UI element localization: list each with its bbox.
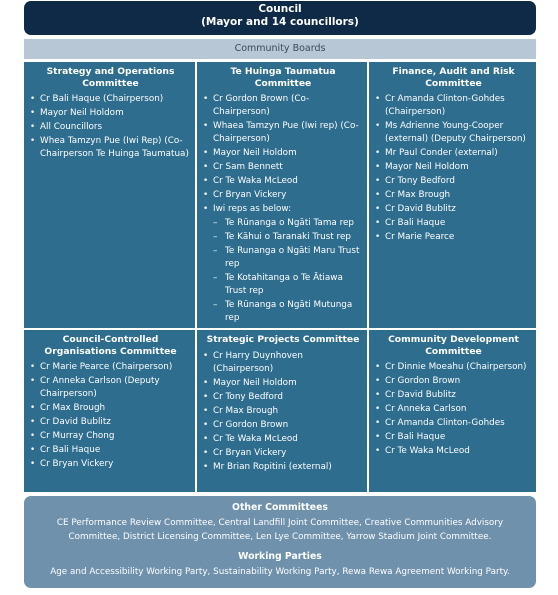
bullet-icon: •: [375, 232, 381, 242]
bullet-icon: •: [203, 405, 209, 416]
member-item: [203, 377, 363, 390]
bullet-icon: •: [203, 121, 209, 131]
member-list: [203, 93, 363, 325]
member-item: [375, 375, 532, 388]
bullet-icon: •: [203, 461, 209, 472]
member-name: Cr Harry Duynhoven (Chairperson): [213, 350, 303, 374]
member-list: [30, 93, 191, 161]
member-item: [203, 419, 363, 432]
bullet-icon: •: [203, 204, 209, 214]
bullet-icon: •: [203, 419, 209, 430]
member-name: Te Rūnanga o Ngāti Mutunga rep: [225, 300, 353, 323]
committee-title: Strategy and Operations Committee: [46, 66, 175, 89]
bullet-icon: •: [203, 433, 209, 444]
bullet-icon: •: [375, 121, 381, 131]
bullet-icon: •: [375, 190, 381, 200]
bullet-icon: •: [203, 391, 209, 402]
committee-title: Community Development Committee: [388, 334, 519, 357]
member-item: [30, 107, 191, 120]
member-name: Cr Murray Chong: [40, 431, 115, 441]
bullet-icon: •: [30, 459, 36, 469]
member-name: Cr Bali Haque (Chairperson): [40, 94, 164, 104]
member-item: [375, 431, 532, 444]
bullet-icon: •: [30, 108, 36, 118]
bullet-icon: •: [375, 390, 381, 400]
member-name: Cr Max Brough: [40, 403, 106, 413]
dash-icon: –: [213, 232, 218, 242]
iwi-rep-item: [203, 231, 363, 244]
working-parties-title: Working Parties: [238, 551, 322, 562]
member-name: Cr Anneka Carlson: [385, 404, 467, 414]
bullet-icon: •: [375, 176, 381, 186]
member-name: Cr Dinnie Moeahu (Chairperson): [385, 362, 527, 372]
member-name: Cr Amanda Clinton-Gohdes: [385, 418, 505, 428]
bullet-icon: •: [30, 122, 36, 132]
member-item: [30, 444, 191, 457]
member-name: Cr Bali Haque: [385, 218, 446, 228]
member-item: [203, 147, 363, 160]
bullet-icon: •: [30, 376, 36, 386]
member-item: [30, 121, 191, 134]
bullet-icon: •: [375, 446, 381, 456]
member-name: Cr David Bublitz: [40, 417, 111, 427]
member-name: Te Rūnanga o Ngāti Tama rep: [225, 218, 354, 228]
member-item: [375, 445, 532, 458]
bullet-icon: •: [30, 403, 36, 413]
member-item: [203, 175, 363, 188]
dash-icon: –: [213, 218, 218, 228]
committee-strategy-operations: [24, 62, 195, 328]
bullet-icon: •: [30, 136, 36, 146]
member-item: [30, 135, 191, 161]
bullet-icon: •: [203, 176, 209, 186]
member-item: [375, 417, 532, 430]
member-name: Cr David Bublitz: [385, 390, 456, 400]
member-item: [30, 416, 191, 429]
member-item: [30, 93, 191, 106]
member-name: Mr Paul Conder (external): [385, 148, 498, 158]
member-name: Mr Brian Ropitini (external): [213, 461, 332, 472]
bullet-icon: •: [375, 218, 381, 228]
committee-finance-audit-risk: [369, 62, 536, 328]
member-item: [30, 361, 191, 374]
member-item: [30, 402, 191, 415]
member-name: Cr Bryan Vickery: [40, 459, 114, 469]
committee-title: Te Huinga Taumatua Committee: [230, 66, 336, 89]
member-name: Ms Adrienne Young-Cooper (external) (Deputy Chairperson): [385, 121, 526, 144]
bullet-icon: •: [375, 362, 381, 372]
member-item: [375, 189, 532, 202]
council-subtitle: (Mayor and 14 councillors): [201, 16, 359, 28]
member-item: [375, 161, 532, 174]
member-name: Cr Te Waka McLeod: [213, 433, 298, 444]
member-item: [375, 120, 532, 146]
bullet-icon: •: [203, 94, 209, 104]
member-item: [375, 389, 532, 402]
member-item: [203, 391, 363, 404]
bullet-icon: •: [30, 362, 36, 372]
committee-cco: [24, 330, 195, 492]
committee-strategic-projects: [197, 330, 367, 492]
member-name: Cr Gordon Brown (Co-Chairperson): [213, 94, 310, 117]
member-list: [203, 350, 363, 474]
bullet-icon: •: [375, 162, 381, 172]
member-item: [30, 458, 191, 471]
working-parties-text: Age and Accessibility Working Party, Sustainability Working Party, Rewa Rewa Agreement Working Party.: [50, 567, 510, 577]
member-name: Cr Gordon Brown: [385, 376, 461, 386]
dash-icon: –: [213, 246, 218, 256]
bullet-icon: •: [203, 350, 209, 361]
member-name: Cr Bryan Vickery: [213, 447, 287, 458]
member-name: Te Kāhui o Taranaki Trust rep: [225, 232, 351, 242]
bullet-icon: •: [375, 404, 381, 414]
member-item: [203, 189, 363, 202]
iwi-rep-item: [203, 299, 363, 325]
member-item: [203, 120, 363, 146]
member-name: Cr Max Brough: [213, 405, 279, 416]
member-name: Cr Gordon Brown: [213, 419, 289, 430]
committee-te-huinga-taumatua: [197, 62, 367, 328]
iwi-rep-item: [203, 217, 363, 230]
member-item: [203, 447, 363, 460]
committee-title: Council-Controlled Organisations Committee: [44, 334, 177, 357]
bullet-icon: •: [375, 204, 381, 214]
member-item: [203, 350, 363, 376]
member-item: [375, 203, 532, 216]
member-name: Cr Marie Pearce: [385, 232, 455, 242]
member-name: Cr Amanda Clinton-Gohdes (Chairperson): [385, 94, 505, 117]
member-item: [30, 375, 191, 401]
member-name: Mayor Neil Holdom: [40, 108, 124, 118]
iwi-rep-item: [203, 245, 363, 271]
committees-grid: [24, 62, 536, 492]
council-box: [24, 1, 536, 35]
bullet-icon: •: [203, 447, 209, 458]
dash-icon: –: [213, 300, 218, 310]
member-item: [375, 403, 532, 416]
member-item: [30, 430, 191, 443]
member-item: [375, 175, 532, 188]
member-item: [203, 203, 363, 216]
committee-title: Finance, Audit and Risk Committee: [392, 66, 515, 89]
bullet-icon: •: [203, 162, 209, 172]
member-item: [203, 461, 363, 474]
member-item: [375, 361, 532, 374]
member-name: Whaea Tamzyn Pue (Iwi rep) (Co-Chairperson): [213, 121, 359, 144]
member-name: Cr Tony Bedford: [213, 391, 283, 402]
bullet-icon: •: [203, 377, 209, 388]
member-name: Cr Te Waka McLeod: [213, 176, 298, 186]
bullet-icon: •: [375, 432, 381, 442]
member-name: Cr Tony Bedford: [385, 176, 455, 186]
bullet-icon: •: [375, 148, 381, 158]
member-item: [203, 161, 363, 174]
other-committees-box: [24, 496, 536, 588]
member-name: Te Runanga o Ngāti Maru Trust rep: [225, 246, 360, 269]
member-name: Mayor Neil Holdom: [385, 162, 469, 172]
community-boards-box: Community Boards: [24, 39, 536, 59]
member-name: Cr Sam Bennett: [213, 162, 283, 172]
member-name: Mayor Neil Holdom: [213, 377, 297, 388]
member-name: Cr Anneka Carlson (Deputy Chairperson): [40, 376, 160, 399]
bullet-icon: •: [375, 418, 381, 428]
member-name: Mayor Neil Holdom: [213, 148, 297, 158]
member-name: Cr Marie Pearce (Chairperson): [40, 362, 173, 372]
member-item: [375, 93, 532, 119]
dash-icon: –: [213, 273, 218, 283]
iwi-rep-item: [203, 272, 363, 298]
member-name: Cr Bali Haque: [40, 445, 101, 455]
member-name: Cr Te Waka McLeod: [385, 446, 470, 456]
member-item: [203, 433, 363, 446]
member-name: Te Kotahitanga o Te Ātiawa Trust rep: [225, 273, 343, 296]
member-name: Whea Tamzyn Pue (Iwi Rep) (Co-Chairperson Te Huinga Taumatua): [40, 136, 189, 159]
member-item: [375, 231, 532, 244]
bullet-icon: •: [375, 94, 381, 104]
member-item: [203, 405, 363, 418]
council-title: Council: [258, 3, 302, 15]
bullet-icon: •: [30, 431, 36, 441]
bullet-icon: •: [30, 417, 36, 427]
member-name: Cr Bali Haque: [385, 432, 446, 442]
member-name: All Councillors: [40, 122, 103, 132]
bullet-icon: •: [203, 190, 209, 200]
bullet-icon: •: [30, 94, 36, 104]
other-committees-title: Other Committees: [232, 502, 328, 513]
member-list: [375, 361, 532, 458]
member-item: [375, 217, 532, 230]
member-name: Cr David Bublitz: [385, 204, 456, 214]
bullet-icon: •: [30, 445, 36, 455]
bullet-icon: •: [203, 148, 209, 158]
member-list: [375, 93, 532, 244]
other-committees-text: CE Performance Review Committee, Central Landfill Joint Committee, Creative Communities Advisory Committee, District Licensing Committee, Len Lye Committee, Yarrow Stadium Joint Committee.: [56, 518, 504, 542]
member-item: [203, 93, 363, 119]
member-list: [30, 361, 191, 471]
member-name: Cr Max Brough: [385, 190, 451, 200]
member-item: [375, 147, 532, 160]
member-name: Cr Bryan Vickery: [213, 190, 287, 200]
member-name: Iwi reps as below:: [213, 204, 292, 214]
committee-title: Strategic Projects Committee: [206, 334, 360, 345]
bullet-icon: •: [375, 376, 381, 386]
committee-community-development: [369, 330, 536, 492]
